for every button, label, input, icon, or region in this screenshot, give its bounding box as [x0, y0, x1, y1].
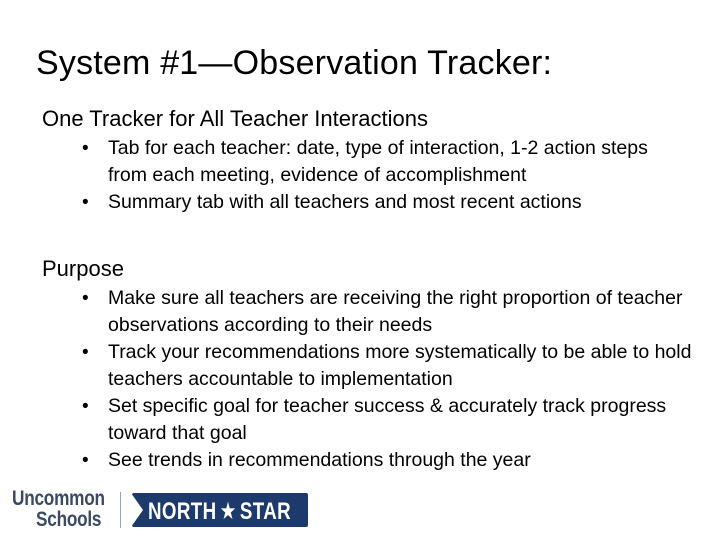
- bullet-item: • Set specific goal for teacher success & accurately track progress toward that goal: [80, 393, 692, 447]
- logo-divider: [120, 492, 121, 528]
- north-star-notch: [131, 493, 143, 527]
- bullet-item: • Make sure all teachers are receiving the right proportion of teacher observations according to their needs: [80, 285, 692, 339]
- uncommon-logo-line1: Uncommon: [12, 487, 105, 510]
- section-heading-purpose: Purpose: [42, 256, 124, 281]
- uncommon-schools-logo: [10, 486, 110, 532]
- bullet-item: • Track your recommendations more systematically to be able to hold teachers accountable to implementation: [80, 339, 692, 393]
- section-heading-tracker: One Tracker for All Teacher Interactions: [42, 106, 428, 131]
- footer-logos: [10, 486, 330, 534]
- uncommon-logo-line2: Schools: [36, 508, 102, 531]
- bullet-item: • Tab for each teacher: date, type of interaction, 1-2 action steps from each meeting, evidence of accomplishment: [80, 135, 692, 189]
- tracker-bullet-list: [80, 135, 692, 216]
- north-star-word-north: NORTH: [148, 498, 217, 525]
- bullet-item: • Summary tab with all teachers and most recent actions: [80, 189, 692, 216]
- slide-title: System #1—Observation Tracker:: [36, 44, 553, 82]
- north-star-logo: [132, 493, 308, 527]
- purpose-bullet-list: [80, 285, 692, 474]
- bullet-item: • See trends in recommendations through the year: [80, 447, 692, 474]
- star-icon: ★: [219, 498, 237, 525]
- north-star-wordmark: [148, 497, 291, 526]
- north-star-word-star: STAR: [239, 498, 292, 525]
